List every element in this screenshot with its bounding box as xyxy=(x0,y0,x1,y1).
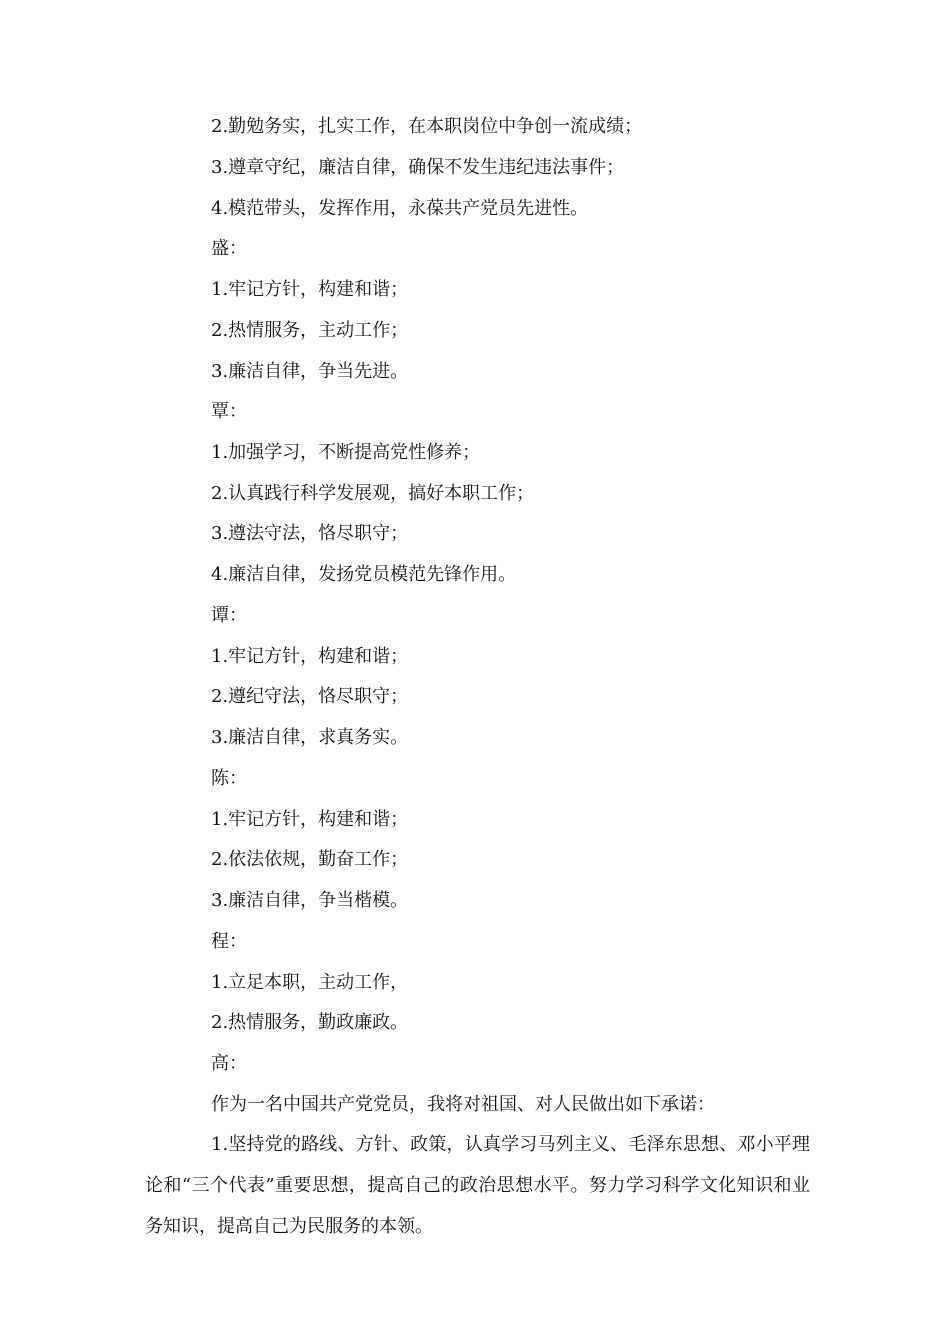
text-line: 1.牢记方针，构建和谐； xyxy=(211,809,409,830)
text-line: 2.遵纪守法，恪尽职守； xyxy=(211,686,409,707)
text-line: 2.热情服务，勤政廉政。 xyxy=(211,1012,409,1033)
paragraph-text: 1.坚持党的路线、方针、政策，认真学习马列主义、毛泽东思想、邓小平理论和“三个代表”重要思想，提高自己的政治思想水平。努力学习科学文化知识和业务知识，提高自己为民服务的本领。 xyxy=(145,1134,810,1237)
intro-line: 作为一名中国共产党党员，我将对祖国、对人民做出如下承诺： xyxy=(211,1094,715,1115)
text-line: 2.热情服务，主动工作； xyxy=(211,320,409,341)
text-line: 3.遵章守纪，廉洁自律，确保不发生违纪违法事件； xyxy=(211,157,625,178)
text-line: 2.依法依规，勤奋工作； xyxy=(211,849,409,870)
commitment-paragraph xyxy=(145,1124,810,1247)
text-line: 3.廉洁自律，争当先进。 xyxy=(211,361,409,382)
text-line: 3.廉洁自律，争当楷模。 xyxy=(211,890,409,911)
section-heading: 程： xyxy=(211,931,247,952)
text-line: 1.加强学习，不断提高党性修养； xyxy=(211,442,481,463)
text-line: 3.廉洁自律，求真务实。 xyxy=(211,727,409,748)
text-line: 2.勤勉务实，扎实工作，在本职岗位中争创一流成绩； xyxy=(211,116,643,137)
section-heading: 高： xyxy=(211,1053,247,1074)
text-line: 1.牢记方针，构建和谐； xyxy=(211,279,409,300)
section-heading: 覃： xyxy=(211,401,247,422)
text-line: 1.立足本职，主动工作， xyxy=(211,972,409,993)
section-heading: 盛： xyxy=(211,238,247,259)
section-heading: 陈： xyxy=(211,768,247,789)
text-line: 3.遵法守法，恪尽职守； xyxy=(211,523,409,544)
text-line: 2.认真践行科学发展观，搞好本职工作； xyxy=(211,483,535,504)
text-line: 1.牢记方针，构建和谐； xyxy=(211,646,409,667)
text-line: 4.模范带头，发挥作用，永葆共产党员先进性。 xyxy=(211,198,589,219)
text-line: 4.廉洁自律，发扬党员模范先锋作用。 xyxy=(211,564,517,585)
section-heading: 谭： xyxy=(211,605,247,626)
